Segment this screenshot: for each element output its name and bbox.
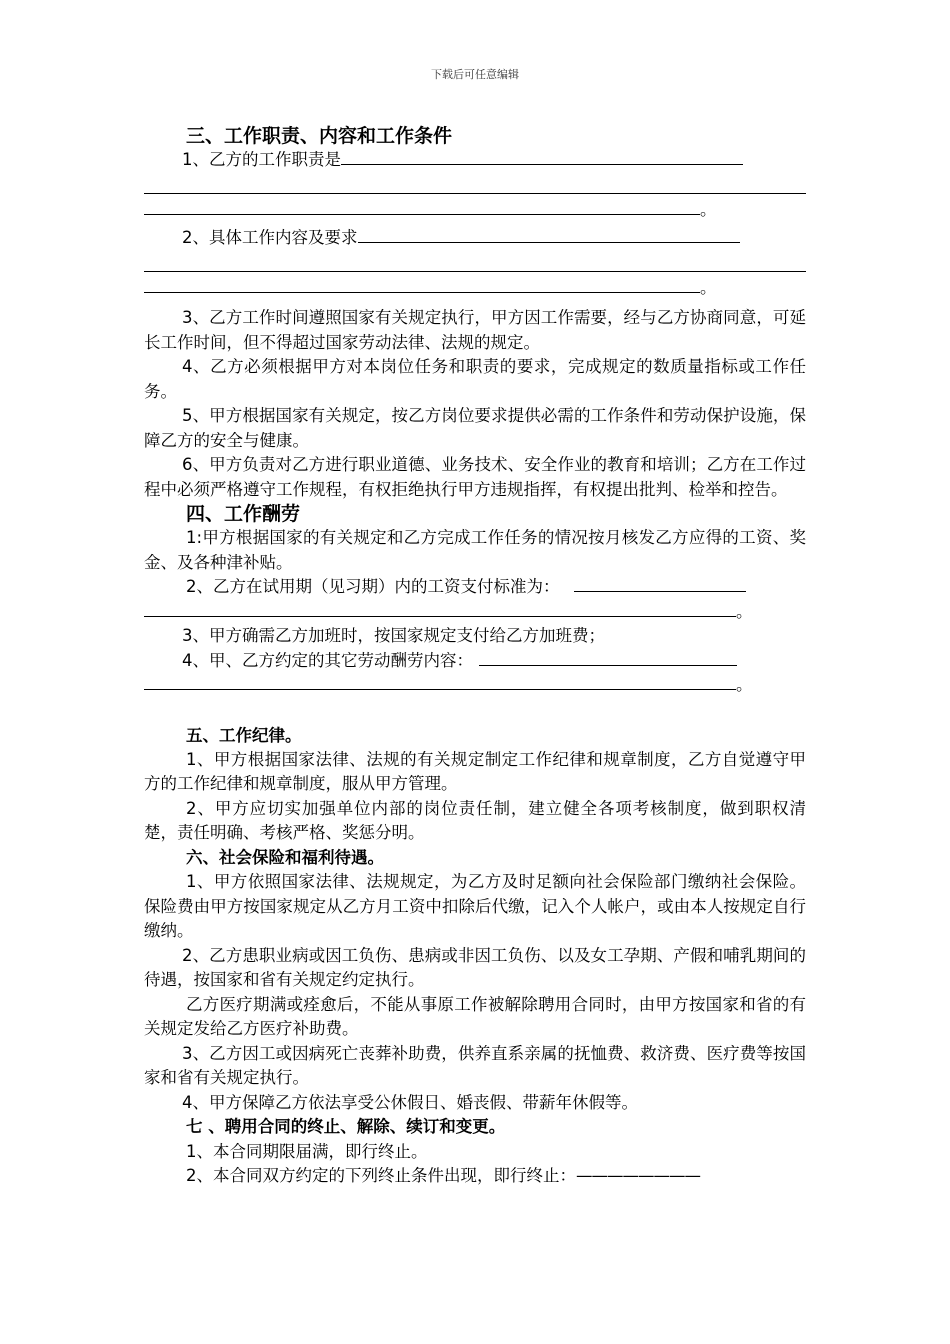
s4-item2 <box>144 575 806 600</box>
s5-item1: 1、甲方根据国家法律、法规的有关规定制定工作纪律和规章制度，乙方自觉遵守甲方的工作纪律和规章制度，服从甲方管理。 <box>144 749 806 793</box>
s7-item2 <box>144 1164 806 1189</box>
s3-item2-fill-row-2 <box>144 276 806 301</box>
document-body <box>144 124 806 1189</box>
section7-title: 七 、聘用合同的终止、解除、续订和变更。 <box>186 1117 506 1136</box>
s4-item4-label: 4、甲、乙方约定的其它劳动酬劳内容： <box>182 650 473 670</box>
s3-item2-label: 2、具体工作内容及要求 <box>182 228 358 247</box>
s3-item2-fill-line-1[interactable] <box>144 255 806 272</box>
s3-item2-blank[interactable] <box>358 227 740 243</box>
s4-item4-blank[interactable] <box>479 650 737 666</box>
s6-item1: 1、甲方依照国家法律、法规规定，为乙方及时足额向社会保险部门缴纳社会保险。保险费由甲方按国家规定从乙方月工资中扣除后代缴，记入个人帐户，或由本人按规定自行缴纳。 <box>144 872 806 940</box>
s4-item2-end: 。 <box>736 601 753 621</box>
section4-title: 四、工作酬劳 <box>186 503 301 525</box>
s3-item3: 3、乙方工作时间遵照国家有关规定执行，甲方因工作需要，经与乙方协商同意，可延长工作时间，但不得超过国家劳动法律、法规的规定。 <box>144 308 806 352</box>
s7-item2-label: 2、本合同双方约定的下列终止条件出现，即行终止： <box>186 1166 576 1185</box>
s3-item1 <box>144 148 806 173</box>
section6-title: 六、社会保险和福利待遇。 <box>186 847 384 867</box>
s4-item3: 3、甲方确需乙方加班时，按国家规定支付给乙方加班费； <box>182 626 605 645</box>
section3-title: 三、工作职责、内容和工作条件 <box>186 125 453 147</box>
s3-item5: 5、甲方根据国家有关规定，按乙方岗位要求提供必需的工作条件和劳动保护设施，保障乙方的安全与健康。 <box>144 406 806 450</box>
s4-item2-fill-line[interactable] <box>144 601 736 617</box>
s3-item1-fill-line-2[interactable] <box>144 199 700 215</box>
s6-item2: 2、乙方患职业病或因工负伤、患病或非因工负伤、以及女工孕期、产假和哺乳期间的待遇，按国家和省有关规定约定执行。 <box>144 945 806 989</box>
s3-item1-label: 1、乙方的工作职责是 <box>182 150 341 169</box>
s3-item2-fill-line-2[interactable] <box>144 277 700 293</box>
s3-item1-blank[interactable] <box>341 149 743 165</box>
s4-item2-fill-row <box>144 600 806 625</box>
s6-item3: 3、乙方因工或因病死亡丧葬补助费，供养直系亲属的抚恤费、救济费、医疗费等按国家和省有关规定执行。 <box>144 1043 806 1087</box>
s4-item2-label: 2、乙方在试用期（见习期）内的工资支付标准为： <box>186 577 560 596</box>
section5-title: 五、工作纪律。 <box>186 725 302 745</box>
page-header: 下载后可任意编辑 <box>431 68 519 81</box>
s7-item1: 1、本合同期限届满，即行终止。 <box>186 1141 428 1161</box>
s4-item4-fill-line[interactable] <box>144 674 736 690</box>
s4-item4-fill-row <box>144 673 806 698</box>
s3-item2-end: 。 <box>700 277 717 297</box>
s4-item1: 1:甲方根据国家的有关规定和乙方完成工作任务的情况按月核发乙方应得的工资、奖金、及各种津补贴。 <box>144 528 806 572</box>
s3-item6: 6、甲方负责对乙方进行职业道德、业务技术、安全作业的教育和培训；乙方在工作过程中必须严格遵守工作规程，有权拒绝执行甲方违规指挥，有权提出批判、检举和控告。 <box>144 455 806 499</box>
s3-item4: 4、乙方必须根据甲方对本岗位任务和职责的要求，完成规定的数质量指标或工作任务。 <box>144 357 806 401</box>
s4-item4 <box>144 649 806 674</box>
s3-item1-end: 。 <box>700 199 717 219</box>
s7-item2-dash[interactable]: ———————— <box>576 1166 700 1185</box>
section-gap <box>144 698 806 724</box>
s4-item4-end: 。 <box>736 675 753 694</box>
s3-item2 <box>144 226 806 251</box>
s3-item1-fill-row-2 <box>144 198 806 223</box>
s5-item2: 2、甲方应切实加强单位内部的岗位责任制，建立健全各项考核制度，做到职权清楚，责任明确、考核严格、奖惩分明。 <box>144 798 806 842</box>
s6-item2b: 乙方医疗期满或痊愈后，不能从事原工作被解除聘用合同时，由甲方按国家和省的有关规定发给乙方医疗补助费。 <box>144 994 806 1038</box>
s6-item4: 4、甲方保障乙方依法享受公休假日、婚丧假、带薪年休假等。 <box>182 1092 638 1112</box>
s4-item2-blank[interactable] <box>574 576 746 592</box>
s3-item1-fill-line-1[interactable] <box>144 177 806 194</box>
